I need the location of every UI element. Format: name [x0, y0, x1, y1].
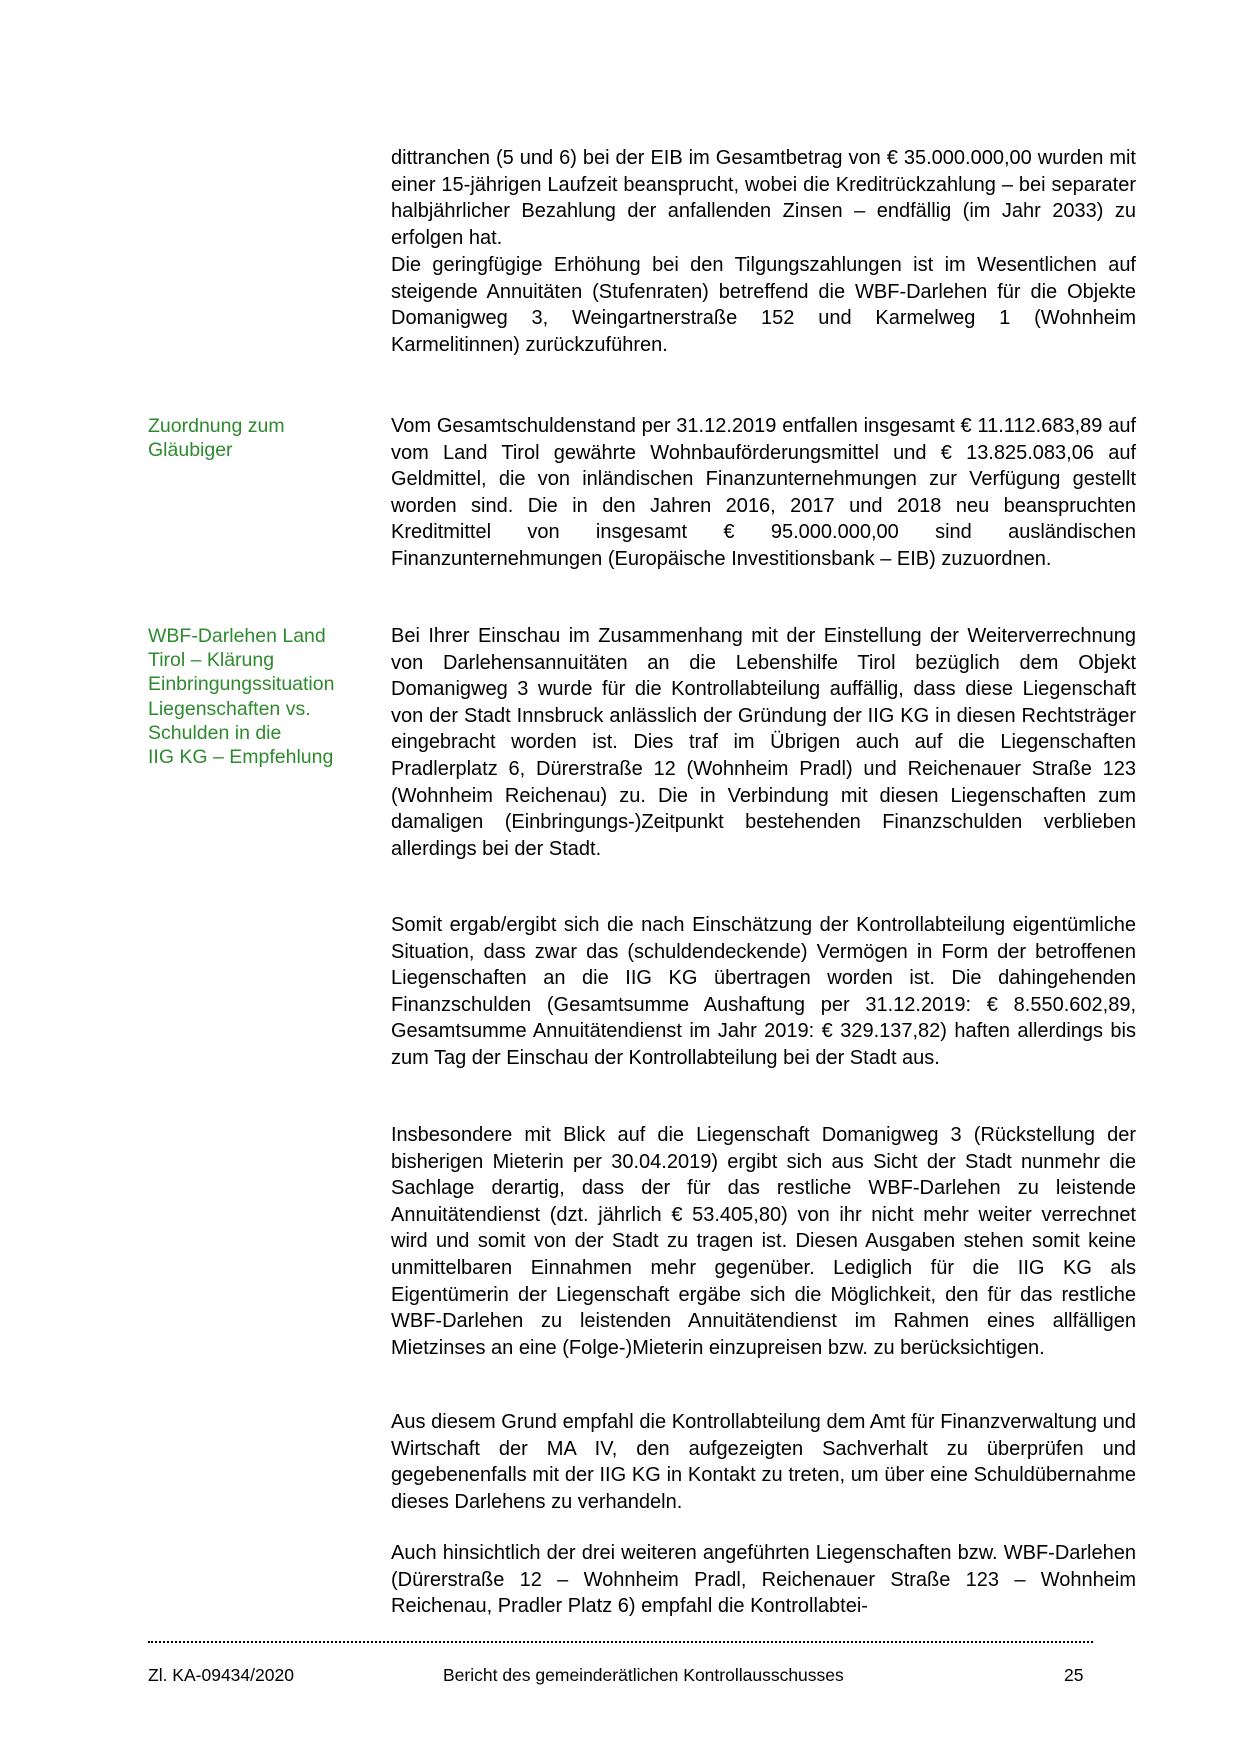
- footer-title: Bericht des gemeinderätlichen Kontrollausschusses: [443, 1665, 844, 1685]
- paragraph-6: Insbesondere mit Blick auf die Liegenschaft Domanigweg 3 (Rückstellung der bisherigen Mieterin per 30.04.2019) ergibt sich aus Sicht der Stadt nunmehr die Sachlage derartig, dass der für das restliche WBF-Darlehen zu leistende Annuitätendienst (dzt. jährlich € 53.405,80) von ihr nicht mehr weiter verrechnet wird und somit von der Stadt zu tragen ist. Diesen Ausgaben stehen somit keine unmittelbaren Einnahmen mehr gegenüber. Lediglich für die IIG KG als Eigentümerin der Liegenschaft ergäbe sich die Möglichkeit, den für das restliche WBF-Darlehen zu leistenden Annuitätendienst im Rahmen eines allfälligen Mietzinses an eine (Folge-)Mieterin einzupreisen bzw. zu berücksichtigen.: [391, 1124, 1136, 1359]
- page-number: 25: [1064, 1665, 1084, 1685]
- footer-reference: Zl. KA-09434/2020: [148, 1665, 294, 1685]
- sidenote-glaeubiger: Zuordnung zum Gläubiger: [148, 415, 285, 462]
- paragraph-3: Vom Gesamtschuldenstand per 31.12.2019 entfallen insgesamt € 11.112.683,89 auf vom Land Tirol gewährte Wohnbauförderungsmittel und € 13.825.083,06 auf Geldmittel, die von inländischen Finanzunternehmungen zur Verfügung gestellt worden sind. Die in den Jahren 2016, 2017 und 2018 neu beanspruchten Kreditmittel von insgesamt € 95.000.000,00 sind ausländischen Finanzunternehmungen (Europäische Investitionsbank – EIB) zuzuordnen.: [391, 415, 1136, 570]
- sidenote-wbf-darlehen: WBF-Darlehen Land Tirol – Klärung Einbringungssituation Liegenschaften vs. Schulden in die IIG KG – Empfehlung: [148, 625, 335, 769]
- paragraph-1: dittranchen (5 und 6) bei der EIB im Gesamtbetrag von € 35.000.000,00 wurden mit einer 15-jährigen Laufzeit beansprucht, wobei die Kreditrückzahlung – bei separater halbjährlicher Bezahlung der anfallenden Zinsen – endfällig (im Jahr 2033) zu erfolgen hat.: [391, 147, 1136, 249]
- paragraph-8: Auch hinsichtlich der drei weiteren angeführten Liegenschaften bzw. WBF-Darlehen (Dürerstraße 12 – Wohnheim Pradl, Reichenauer Straße 123 – Wohnheim Reichenau, Pradler Platz 6) empfahl die Kontrollabtei-: [391, 1542, 1136, 1618]
- footer-divider: [148, 1641, 1093, 1643]
- paragraph-7: Aus diesem Grund empfahl die Kontrollabteilung dem Amt für Finanzverwaltung und Wirtschaft der MA IV, den aufgezeigten Sachverhalt zu überprüfen und gegebenenfalls mit der IIG KG in Kontakt zu treten, um über eine Schuldübernahme dieses Darlehens zu verhandeln.: [391, 1411, 1136, 1513]
- paragraph-2: Die geringfügige Erhöhung bei den Tilgungszahlungen ist im Wesentlichen auf steigende Annuitäten (Stufenraten) betreffend die WBF-Darlehen für die Objekte Domanigweg 3, Weingartnerstraße 152 und Karmelweg 1 (Wohnheim Karmelitinnen) zurückzuführen.: [391, 254, 1136, 356]
- paragraph-4: Bei Ihrer Einschau im Zusammenhang mit der Einstellung der Weiterverrechnung von Darlehensannuitäten an die Lebenshilfe Tirol bezüglich dem Objekt Domanigweg 3 wurde für die Kontrollabteilung auffällig, dass diese Liegenschaft von der Stadt Innsbruck anlässlich der Gründung der IIG KG in diesen Rechtsträger eingebracht worden ist. Dies traf im Übrigen auch auf die Liegenschaften Pradlerplatz 6, Dürerstraße 12 (Wohnheim Pradl) und Reichenauer Straße 123 (Wohnheim Reichenau) zu. Die in Verbindung mit diesen Liegenschaften zum damaligen (Einbringungs-)Zeitpunkt bestehenden Finanzschulden verblieben allerdings bei der Stadt.: [391, 625, 1136, 860]
- paragraph-5: Somit ergab/ergibt sich die nach Einschätzung der Kontrollabteilung eigentümliche Situation, dass zwar das (schuldendeckende) Vermögen in Form der betroffenen Liegenschaften an die IIG KG übertragen worden ist. Die dahingehenden Finanzschulden (Gesamtsumme Aushaftung per 31.12.2019: € 8.550.602,89, Gesamtsumme Annuitätendienst im Jahr 2019: € 329.137,82) haften allerdings bis zum Tag der Einschau der Kontrollabteilung bei der Stadt aus.: [391, 914, 1136, 1069]
